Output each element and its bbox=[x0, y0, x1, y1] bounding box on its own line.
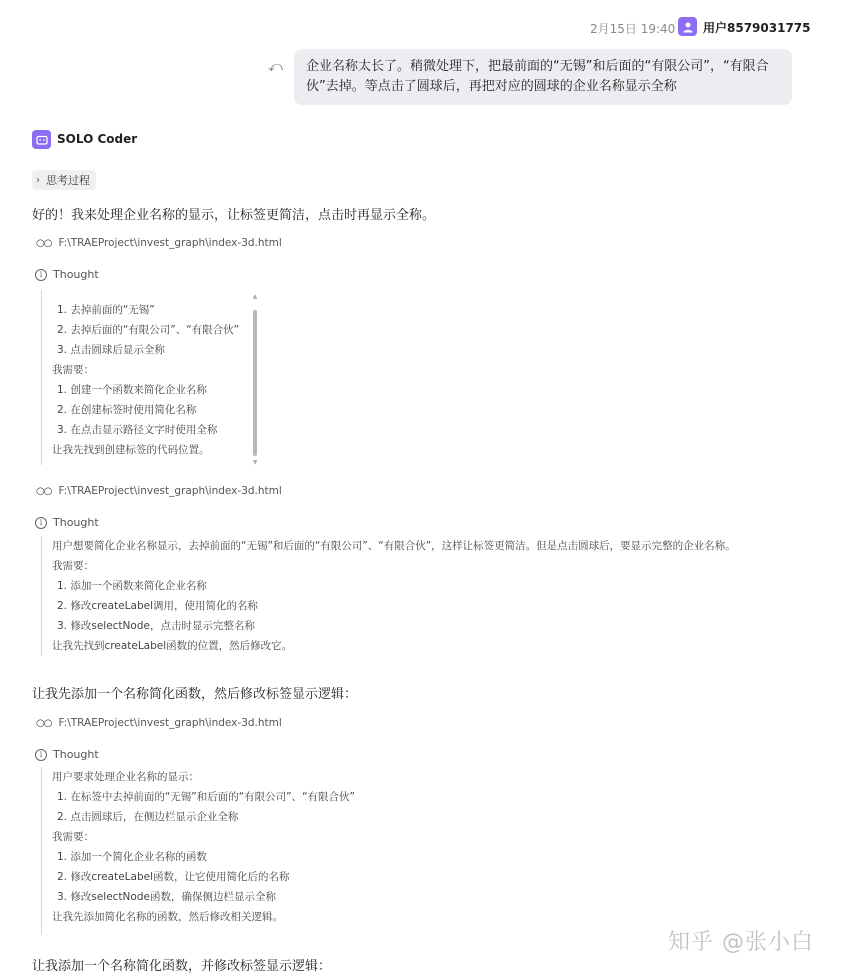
thought-label: Thought bbox=[53, 516, 99, 529]
file-path: F:\TRAEProject\invest_graph\index-3d.html bbox=[58, 237, 282, 249]
agent-name: SOLO Coder bbox=[57, 132, 138, 146]
thought-line: 2. 修改createLabel调用，使用简化的名称 bbox=[57, 600, 259, 612]
view-file-icon: ○○ bbox=[36, 485, 52, 497]
file-path: F:\TRAEProject\invest_graph\index-3d.html bbox=[58, 485, 282, 497]
agent-reply: 让我先添加一个名称简化函数，然后修改标签显示逻辑： bbox=[32, 687, 358, 702]
thought-line: 让我先添加简化名称的函数，然后修改相关逻辑。 bbox=[52, 911, 283, 923]
thought-line: 3. 修改selectNode函数，确保侧边栏显示全称 bbox=[57, 891, 276, 903]
thought-line: 我需要： bbox=[52, 831, 94, 843]
view-file-icon: ○○ bbox=[36, 717, 52, 729]
thought-line: 2. 去掉后面的“有限公司”、“有限合伙” bbox=[57, 324, 240, 336]
scrollbar-thumb[interactable] bbox=[253, 310, 257, 456]
thought-content bbox=[41, 767, 452, 935]
thought-scrollbar[interactable] bbox=[252, 294, 258, 466]
thinking-process-toggle[interactable] bbox=[32, 170, 96, 190]
thought-line: 让我先找到创建标签的代码位置。 bbox=[52, 444, 210, 456]
agent-reply: 好的！我来处理企业名称的显示，让标签更简洁，点击时再显示全称。 bbox=[32, 208, 436, 223]
thought-line: 我需要： bbox=[52, 560, 94, 572]
info-icon: i bbox=[35, 517, 47, 529]
message-timestamp: 2月15日 19:40 bbox=[590, 22, 676, 36]
agent-reply: 让我添加一个名称简化函数，并修改标签显示逻辑： bbox=[32, 959, 332, 974]
info-icon: i bbox=[35, 749, 47, 761]
view-file-icon: ○○ bbox=[36, 237, 52, 249]
thought-content bbox=[41, 536, 812, 656]
thought-line: 用户想要简化企业名称显示，去掉前面的“无锡”和后面的“有限公司”、“有限合伙”，这样让标签更简洁。但是点击圆球后，要显示完整的企业名称。 bbox=[52, 540, 736, 552]
file-reference[interactable] bbox=[36, 717, 282, 729]
agent-avatar bbox=[32, 130, 51, 149]
scroll-down-icon[interactable]: ▼ bbox=[252, 459, 258, 466]
file-reference[interactable] bbox=[36, 485, 282, 497]
undo-icon[interactable]: ⤺ bbox=[268, 59, 283, 75]
thought-line: 用户要求处理企业名称的显示： bbox=[52, 771, 199, 783]
user-icon bbox=[682, 21, 694, 33]
thought-line: 3. 点击圆球后显示全称 bbox=[57, 344, 165, 356]
thought-line: 我需要： bbox=[52, 364, 94, 376]
thought-header[interactable] bbox=[35, 516, 99, 529]
thought-line: 1. 在标签中去掉前面的“无锡”和后面的“有限公司”、“有限合伙” bbox=[57, 791, 355, 803]
thought-line: 1. 创建一个函数来简化企业名称 bbox=[57, 384, 207, 396]
file-reference[interactable] bbox=[36, 237, 282, 249]
robot-icon bbox=[36, 134, 48, 146]
thought-line: 2. 点击圆球后，在侧边栏显示企业全称 bbox=[57, 811, 239, 823]
thought-line: 2. 在创建标签时使用简化名称 bbox=[57, 404, 197, 416]
watermark: 知乎 @张小白 bbox=[668, 930, 814, 955]
info-icon: i bbox=[35, 269, 47, 281]
thought-line: 1. 去掉前面的“无锡” bbox=[57, 304, 155, 316]
scroll-up-icon[interactable]: ▲ bbox=[252, 293, 258, 300]
thought-content bbox=[41, 290, 257, 465]
thought-label: Thought bbox=[53, 268, 99, 281]
chevron-right-icon: › bbox=[36, 174, 40, 186]
thought-header[interactable] bbox=[35, 748, 99, 761]
thought-header[interactable] bbox=[35, 268, 99, 281]
user-message-bubble: 企业名称太长了。稍微处理下，把最前面的“无锡”和后面的“有限公司”，“有限合伙”去掉。等点击了圆球后，再把对应的圆球的企业名称显示全称 bbox=[294, 49, 792, 105]
thought-line: 2. 修改createLabel函数，让它使用简化后的名称 bbox=[57, 871, 290, 883]
thought-line: 1. 添加一个函数来简化企业名称 bbox=[57, 580, 207, 592]
user-name: 用户8579031775 bbox=[703, 21, 811, 35]
user-avatar bbox=[678, 17, 697, 36]
thought-label: Thought bbox=[53, 748, 99, 761]
thought-line: 3. 在点击显示路径文字时使用全称 bbox=[57, 424, 218, 436]
thought-line: 3. 修改selectNode，点击时显示完整名称 bbox=[57, 620, 255, 632]
thought-line: 让我先找到createLabel函数的位置，然后修改它。 bbox=[52, 640, 293, 652]
file-path: F:\TRAEProject\invest_graph\index-3d.html bbox=[58, 717, 282, 729]
thought-line: 1. 添加一个简化企业名称的函数 bbox=[57, 851, 207, 863]
thinking-toggle-label: 思考过程 bbox=[46, 174, 90, 187]
